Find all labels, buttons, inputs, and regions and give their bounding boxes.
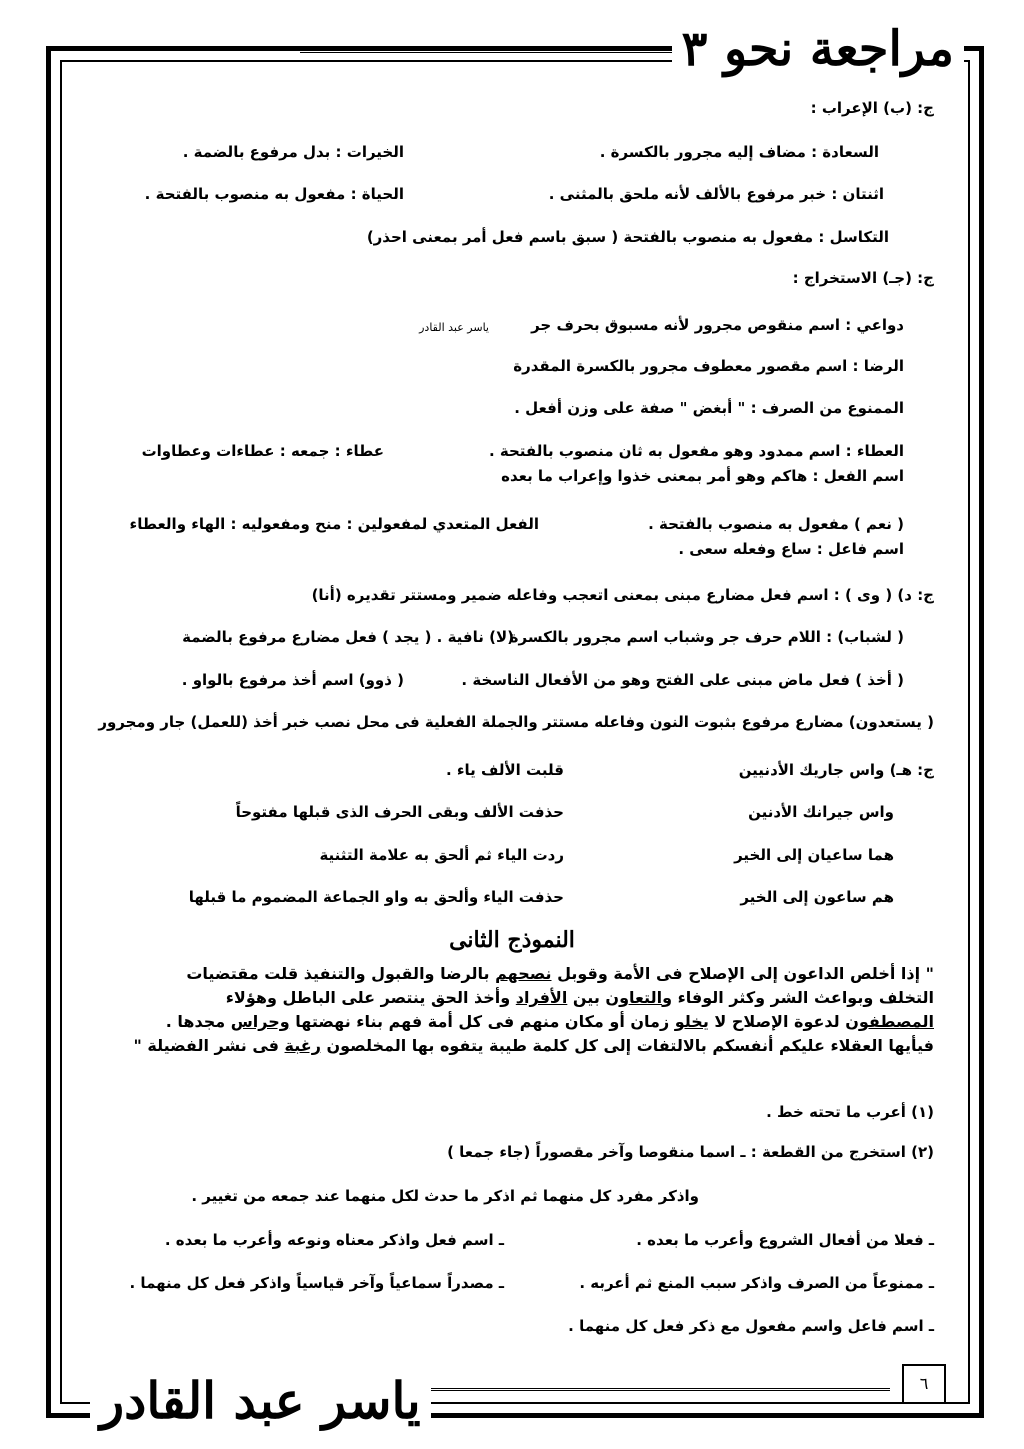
answer-mamnu: الممنوع من الصرف : " أبغض " صفة على وزن أفعل . [514, 399, 904, 417]
section-h-row-1-note: قلبت الألف ياء . [445, 761, 564, 779]
underlined-word: يخلو [674, 1012, 709, 1031]
answer-takasul: التكاسل : مفعول به منصوب بالفتحة ( سبق باسم فعل أمر بمعنى احذر) [366, 228, 889, 246]
answer-mutaaddi: الفعل المتعدي لمفعولين : منح ومفعوليه : الهاء والعطاء [129, 515, 539, 533]
passage-text: فيأيها العقلاء عليكم أنفسكم بالالتفات إلى كل كلمة طيبة يتفوه بها المخلصون [320, 1036, 934, 1055]
passage-text: وأخذ الحق ينتصر على الباطل وهؤلاء [225, 988, 516, 1007]
answer-la-yajid: (لا) نافية . ( يجد ) فعل مضارع مرفوع بالضمة [182, 628, 514, 646]
passage-line-2 [100, 986, 934, 1010]
answer-ism-fil: اسم الفعل : هاكم وهو أمر بمعنى خذوا وإعراب ما بعده [501, 467, 904, 485]
section-h-row-3-note: ردت الياء ثم ألحق به علامة التثنية [319, 846, 564, 864]
question-item-fail: ـ اسم فاعل واسم مفعول مع ذكر فعل كل منهما . [568, 1317, 934, 1335]
author-note: ياسر عبد القادر [419, 321, 489, 334]
underlined-word: وحراس [230, 1012, 290, 1031]
answer-khayrat: الخيرات : بدل مرفوع بالضمة . [182, 143, 404, 161]
question-2: (٢) استخرج من القطعة : ـ اسما منقوصا وآخر مقصوراً (جاء جمعا ) [447, 1143, 934, 1161]
answer-dhawu: ( ذوو) اسم أخذ مرفوع بالواو . [181, 671, 404, 689]
answer-ithnatan: اثنتان : خبر مرفوع بالألف لأنه ملحق بالمثنى . [548, 185, 884, 203]
passage-text: مجدها . [165, 1012, 231, 1031]
answer-hayat: الحياة : مفعول به منصوب بالفتحة . [144, 185, 404, 203]
answer-lishabab: ( لشباب) : اللام حرف جر وشباب اسم مجرور بالكسرة [509, 628, 904, 646]
underlined-word: رغبة [284, 1036, 321, 1055]
section-h-row-2-note: حذفت الألف وبقى الحرف الذى قبلها مفتوحاً [235, 803, 564, 821]
author-signature: ياسر عبد القادر [90, 1366, 431, 1436]
passage-text: بالرضا والقبول والتنفيذ قلت مقتضيات [186, 964, 496, 983]
answer-rida: الرضا : اسم مقصور معطوف مجرور بالكسرة المقدرة [513, 357, 904, 375]
section-b-heading: ج: (ب) الإعراب : [810, 99, 934, 117]
passage-line-4 [100, 1034, 934, 1058]
underlined-word: التعاون [605, 988, 663, 1007]
passage-text: التخلف وبواعث الشر وكثر الوفاء و [662, 988, 934, 1007]
answer-wai: ج: د) ( وى ) : اسم فعل مضارع مبنى بمعنى اتعجب وفاعله ضمير ومستتر تقديره (أنا) [311, 586, 934, 604]
passage-text: زمان أو مكان منهم فى كل أمة فهم بناء نهضتها [289, 1012, 675, 1031]
answer-akhadh: ( أخذ ) فعل ماض مبنى على الفتح وهو من الأفعال الناسخة . [461, 671, 904, 689]
passage-text: فى نشر الفضيلة " [133, 1036, 285, 1055]
question-1: (١) أعرب ما تحته خط . [766, 1103, 934, 1121]
answer-ism-fail: اسم فاعل : ساع وفعله سعى . [678, 540, 904, 558]
passage-line-1 [100, 962, 934, 986]
title-rule [300, 50, 720, 53]
passage-text: " إذا أخلص الداعون إلى الإصلاح فى الأمة وقوبل [551, 964, 934, 983]
answer-dawai: دواعي : اسم منقوص مجرور لأنه مسبوق بحرف جر [531, 316, 904, 334]
question-item-shuru: ـ فعلا من أفعال الشروع وأعرب ما بعده . [636, 1231, 934, 1249]
answer-ataa-plural: عطاء : جمعه : عطاءات وعطاوات [141, 442, 384, 460]
passage-line-3 [100, 1010, 934, 1034]
footer-rule [360, 1388, 890, 1391]
section-h-row-1-sentence: ج: هـ) واس جاريك الأدنيين [738, 761, 934, 779]
page-number: ٦ [902, 1364, 946, 1404]
passage-text: لدعوة الإصلاح لا [708, 1012, 846, 1031]
underlined-word: المصطفون [845, 1012, 934, 1031]
question-2-sub: واذكر مفرد كل منهما ثم اذكر ما حدث لكل منهما عند جمعه من تغيير . [191, 1187, 699, 1205]
answer-ataa: العطاء : اسم ممدود وهو مفعول به ثان منصوب بالفتحة . [488, 442, 904, 460]
page-title: مراجعة نحو ٣ [672, 18, 964, 80]
question-item-ism-fil: ـ اسم فعل واذكر معناه ونوعه وأعرب ما بعده . [164, 1231, 504, 1249]
underlined-word: نصحهم [495, 964, 552, 983]
answer-naam: ( نعم ) مفعول به منصوب بالفتحة . [648, 515, 904, 533]
section-c-heading: ج: (جـ) الاستخراج : [792, 269, 934, 287]
section-h-row-4-sentence: هم ساعون إلى الخير [740, 888, 894, 906]
model-two-heading: النموذج الثانى [449, 927, 575, 953]
question-item-mamnu: ـ ممنوعاً من الصرف واذكر سبب المنع ثم أعربه . [579, 1274, 934, 1292]
section-h-row-4-note: حذفت الياء وألحق به واو الجماعة المضموم ما قبلها [188, 888, 564, 906]
answer-yastaiddun: ( يستعدون) مضارع مرفوع بثبوت النون وفاعله مستتر والجملة الفعلية فى محل نصب خبر أخذ (للعمل) جار ومجرور [98, 713, 934, 731]
section-h-row-3-sentence: هما ساعيان إلى الخير [734, 846, 894, 864]
passage-text: بين [567, 988, 606, 1007]
answer-saada: السعادة : مضاف إليه مجرور بالكسرة . [599, 143, 879, 161]
underlined-word: الأفراد [515, 988, 568, 1007]
question-item-masdar: ـ مصدراً سماعياً وآخر قياسياً واذكر فعل كل منهما . [129, 1274, 504, 1292]
section-h-row-2-sentence: واس جيرانك الأدنين [748, 803, 894, 821]
